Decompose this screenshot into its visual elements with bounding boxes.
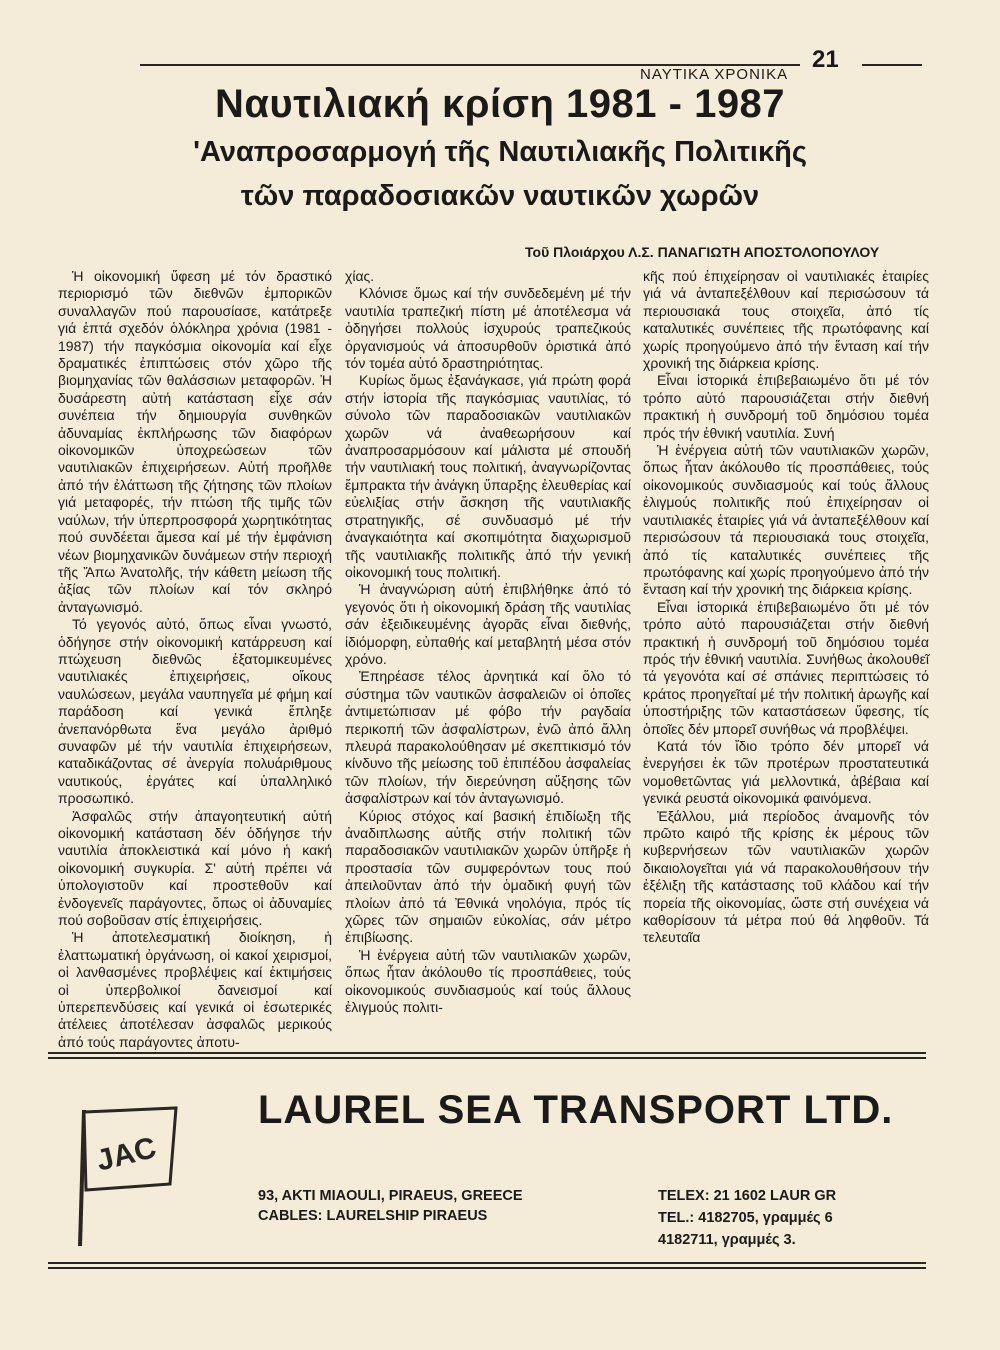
ad-bottom-rule [48, 1262, 926, 1264]
article-title: Ναυτιλιακή κρίση 1981 - 1987 [214, 82, 786, 126]
paragraph: Τό γεγονός αὐτό, ὅπως εἶναι γνωστό, ὁδήγησε στήν οἰκονομική κατάρρευση καί πτώχευση διεθνῶς ἐξατομικευμένες ναυτιλιακές ἐπιχειρήσεις, οἴκους ναυλώσεων, μεγάλα ναυπηγεῖα μέ φήμη καί παράδοση καί γενικά ἔπληξε ἀνεπανόρθωτα ἕνα μεγάλο ἀριθμό συναφῶν μέ τήν ναυτιλία ἐπιχειρήσεων, καταδικάζοντας σέ ἀνεργία πολυάριθμους ναυτικούς, ἐργάτες καί ὑπαλληλικό προσωπικό. [58, 616, 332, 807]
header-rule-right [862, 64, 922, 66]
jac-flag-logo [66, 1098, 186, 1248]
paragraph: Εἶναι ἱστορικά ἐπιβεβαιωμένο ὅτι μέ τόν τρόπο αὐτό παρουσιάζεται στήν διεθνή πρακτική ἡ συνδρομή τοῦ δημόσιου τομέα πρός τήν ἐθνική ναυτιλία. Συνή [643, 372, 929, 441]
paragraph: Κλόνισε ὅμως καί τήν συνδεδεμένη μέ τήν ναυτιλία τραπεζική πίστη μέ ἀποτέλεσμα νά ὁδηγήσει πολλούς ἰσχυρούς τραπεζικούς ὀργανισμούς νά ἀποσυρθοῦν ὁριστικά ἀπό τόν τομέα αὐτό δραστηριότητας. [345, 285, 631, 372]
ad-cables: CABLES: LAURELSHIP PIRAEUS [258, 1208, 488, 1224]
byline: Τοῦ Πλοιάρχου Λ.Σ. ΠΑΝΑΓΙΩΤΗ ΑΠΟΣΤΟΛΟΠΟΥΛΟΥ [525, 244, 880, 260]
article-column-2 [345, 268, 631, 1028]
paragraph: Ἡ ἐνέργεια αὐτή τῶν ναυτιλιακῶν χωρῶν, ὅπως ἦταν ἀκόλουθο τίς προσπάθειες, τούς οἰκονομικούς συνδιασμούς καί τούς ἄλλους ἐλιγμούς πολιτι- [345, 946, 631, 1016]
flag-text: JAC [93, 1131, 160, 1178]
ad-tel-2: 4182711, γραμμές 3. [658, 1232, 796, 1248]
ad-top-rule [48, 1052, 926, 1054]
ad-address: 93, AKTI MIAOULI, PIRAEUS, GREECE [258, 1188, 523, 1204]
paragraph: Ἐξάλλου, μιά περίοδος ἀναμονῆς τόν πρῶτο καιρό τῆς κρίσης ἐκ μέρους τῶν κυβερνήσεων τῶν ναυτιλιακῶν χωρῶν δικαιολογεῖται γιά νά παρακολουθήσουν τήν ἐξέλιξη τῆς κατάστασης τοῦ κλάδου καί τήν πορεία τῆς οἰκονομίας, ὥστε στή συνέχεια νά καθορίσουν τά μέτρα πού θά ληφθοῦν. Τά τελευταῖα [643, 807, 929, 946]
paragraph: Ἡ ἀποτελεσματική διοίκηση, ἡ ἐλαττωματική ὀργάνωση, οἱ κακοί χειρισμοί, οἱ λανθασμένες προβλέψεις καί ἐκτιμήσεις οἱ ὑπερβολικοί δανεισμοί καί ὑπερεπενδύσεις καί γενικά οἱ ἐσωτερικές ἀτέλειες ἀποτέλεσαν ἀσφαλῶς μερικούς ἀπό τούς παράγοντες ἀποτυ- [58, 929, 332, 1050]
article-column-3 [643, 268, 929, 1028]
publication-name: ΝΑΥΤΙΚΑ ΧΡΟΝΙΚΑ [640, 66, 789, 83]
paragraph: Κατά τόν ἴδιο τρόπο δέν μπορεῖ νά ἐνεργήσει ἐκ τῶν προτέρων προστατευτικά νομοθετῶντας γιά μελλοντικά, ἀβέβαια καί γενικά ρευστά οἰκονομικά φαινόμενα. [643, 737, 929, 807]
article-subtitle-line1: 'Αναπροσαρμογή τῆς Ναυτιλιακῆς Πολιτικῆς [193, 136, 807, 168]
paragraph: Ἡ οἰκονομική ὕφεση μέ τόν δραστικό περιορισμό τῶν διεθνῶν ἐμπορικῶν συναλλαγῶν πού παρουσίασε, κατάτρεξε γιά ἑπτά σχεδόν ὁλόκληρα χρόνια (1981 - 1987) τήν παγκόσμια οἰκονομία καί εἶχε δραματικές ἐπιπτώσεις στόν χῶρο τῆς βιομηχανίας τῶν θαλάσσιων μεταφορῶν. Ἡ δυσάρεστη αὐτή κατάσταση εἶχε σάν συνέπεια τήν δημιουργία συνθηκῶν ἀδυναμίας ἐκπλήρωσης τῶν διαφόρων οἰκονομικῶν ὑποχρεώσεων τῶν ναυτιλιακῶν ἐπιχειρήσεων. Αὐτή προῆλθε ἀπό τήν ἐλάττωση τῆς ζήτησης τῶν πλοίων γιά μεταφορές, τήν πτώση τῆς τιμῆς τῶν ναύλων, τήν ὑπερπροσφορά χωρητικότητας πού συνδέεται ἄμεσα καί μέ τήν ἐμφάνιση νέων βιομηχανικῶν δυνάμεων στήν περιοχή τῆς Ἄπω Ἀνατολῆς, τήν κάθετη μείωση τῆς ἀξίας τῶν πλοίων καί τόν σκληρό ἀνταγωνισμό. [58, 268, 332, 615]
paragraph: Εἶναι ἱστορικά ἐπιβεβαιωμένο ὅτι μέ τόν τρόπο αὐτό παρουσιάζεται στήν διεθνή πρακτική ἡ συνδρομή τοῦ δημόσιου τομέα πρός τήν ἐθνική ναυτιλία. Συνήθως ἀκολουθεῖ τά γεγονότα καί σέ σπάνιες περιπτώσεις τό κράτος προηγεῖταί μέ τήν πολιτική ἀρωγῆς καί ὑποστήριξης τῶν καταστάσεων ὕφεσης, τίς ὁποῖες δέν μπορεῖ συνήθως νά προβλέψει. [643, 598, 929, 737]
paragraph: Ἐπηρέασε τέλος ἀρνητικά καί ὅλο τό σύστημα τῶν ναυτικῶν ἀσφαλειῶν οἱ ὁποῖες ἀντιμετώπισαν μέ φόβο τήν ραγδαία περικοπή τῶν ἀσφαλίστρων, ἐνῶ ἀπό ἄλλη πλευρά παρακολούθησαν μέ σκεπτικισμό τόν κίνδυνο τῆς μείωσης τοῦ ἐπιπέδου ἀσφαλείας τῶν πλοίων, τήν διερεύνηση αὔξησης τῶν ἀσφαλίστρων καί τόν ἀνταγωνισμό. [345, 668, 631, 807]
paragraph: Ἀσφαλῶς στήν ἀπαγοητευτική αὐτή οἰκονομική κατάσταση δέν ὁδήγησε τήν ναυτιλία ἀποκλειστικά καί μόνο ἡ κακή οἰκονομική συγκυρία. Σ' αὐτή πρέπει νά ὑπολογιστοῦν καί προστεθοῦν καί ἐνδογενεῖς παράγοντες, ὅπως οἱ ἀδυναμίες πού σοβοῦσαν στίς ἐπιχειρήσεις. [58, 807, 332, 929]
article-subtitle-line2: τῶν παραδοσιακῶν ναυτικῶν χωρῶν [240, 180, 760, 212]
page-number: 21 [812, 46, 839, 73]
paragraph: Ἡ ἐνέργεια αὐτή τῶν ναυτιλιακῶν χωρῶν, ὅπως ἦταν ἀκόλουθο τίς προσπάθειες, τούς οἰκονομικούς συνδιασμούς καί τούς ἄλλους ἐλιγμούς πολιτικῆς πού ἐπιχείρησαν οἱ ναυτιλιακές ἑταιρίες γιά νά ἀνταπεξέλθουν καί περισώσουν τά περιουσιακά τους στοιχεῖα, ἀπό τίς καταλυτικές συνέπειες τῆς πρωτόφανης καί χωρίς προηγούμενο ἀπό τήν ἔνταση καί τήν χρονική της διάρκεια κρίσης. [643, 442, 929, 598]
paragraph: Κύριος στόχος καί βασική ἐπιδίωξη τῆς ἀναδιπλωσης αὐτῆς στήν πολιτική τῶν παραδοσιακῶν ναυτιλιακῶν χωρῶν ὑπῆρξε ἡ προστασία τῶν συμφερόντων τους πού ἀπειλοῦνταν ἀπό τήν ὁμαδική φυγή τῶν πλοίων ἀπό τά Ἐθνικά νηολόγια, πρός τίς χῶρες τῶν σημαιῶν εὐκολίας, σάν μέτρο ἐπιβίωσης. [345, 807, 631, 946]
ad-tel-1: TEL.: 4182705, γραμμές 6 [658, 1210, 833, 1226]
paragraph: Ἡ ἀναγνώριση αὐτή ἐπιβλήθηκε ἀπό τό γεγονός ὅτι ἡ οἰκονομική δράση τῆς ναυτιλίας σάν ἐξειδικευμένης ἀγορᾶς εἶναι διεθνής, ἰδιόμορφη, εὐπαθής καί μεταβλητή μέσα στόν χρόνο. [345, 581, 631, 667]
ad-company-name: LAUREL SEA TRANSPORT LTD. [258, 1088, 894, 1132]
paragraph: χίας. [345, 268, 375, 284]
ad-bottom-rule-2 [48, 1267, 926, 1269]
ad-top-rule-2 [48, 1057, 926, 1059]
paragraph: Κυρίως ὅμως ἐξανάγκασε, γιά πρώτη φορά στήν ἱστορία τῆς παγκόσμιας ναυτιλίας, τό σύνολο τῶν παραδοσιακῶν ναυτιλιακῶν χωρῶν νά ἀναθεωρήσουν καί ἀναπροσαρμόσουν καί μάλιστα μέ σπουδή τήν ναυτιλιακή τους πολιτική, ἀναγνωρίζοντας ἔμπρακτα τήν ἀνάγκη ὕπαρξης ἐλευθερίας καί εὐελιξίας στήν ἄσκηση τῆς ναυτιλιακῆς στρατηγικῆς, σέ συνδυασμό μέ τήν ἀναγκαιότητα καί σκοπιμότητα διαχωρισμοῦ τῆς ναυτιλιακῆς πολιτικῆς ἀπό τήν γενική οἰκονομική τους πολιτική. [345, 372, 631, 580]
ad-telex: TELEX: 21 1602 LAUR GR [658, 1188, 837, 1204]
paragraph: κῆς πού ἐπιχείρησαν οἱ ναυτιλιακές ἑταιρίες γιά νά ἀνταπεξέλθουν καί περισώσουν τά περιουσιακά τους στοιχεῖα, ἀπό τίς καταλυτικές συνέπειες τῆς πρωτόφανης καί χωρίς προηγούμενο ἀπό τήν ἔνταση καί τήν χρονική της διάρκεια κρίσης. [643, 268, 929, 372]
article-column-1 [58, 268, 332, 1050]
